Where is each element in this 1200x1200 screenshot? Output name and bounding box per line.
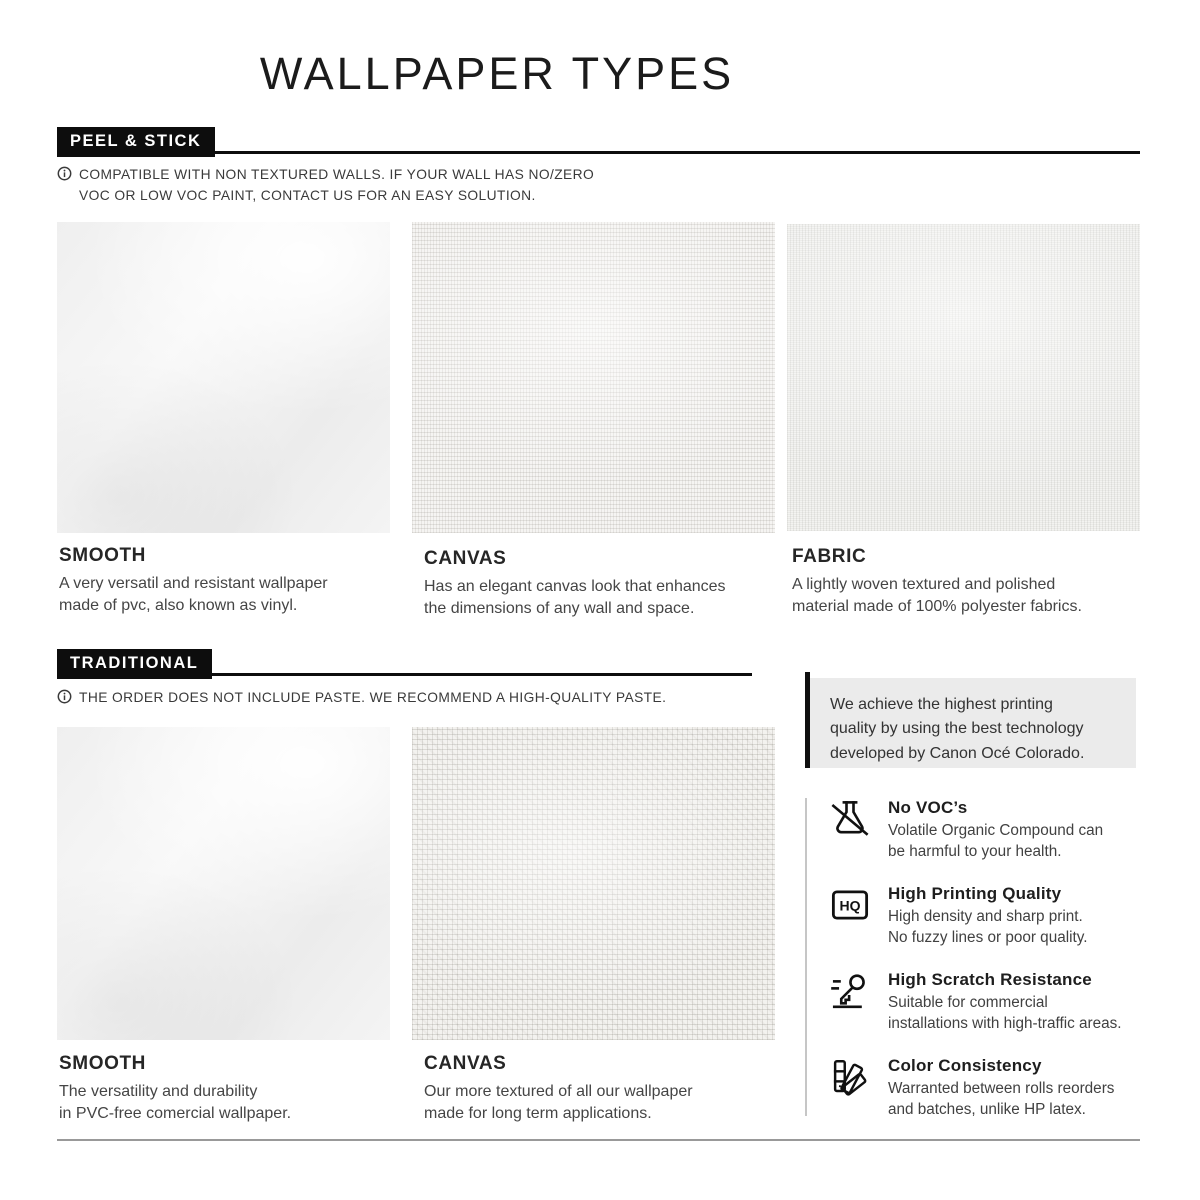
- feature-color-consistency: [828, 1056, 1140, 1121]
- smooth-traditional-swatch-image: [57, 727, 390, 1040]
- high-printing-quality-icon: [828, 884, 872, 928]
- svg-text:HQ: HQ: [839, 897, 861, 914]
- swatch-title-fabric: FABRIC: [792, 546, 867, 567]
- quality-box: We achieve the highest printing quality by using the best technology developed by Canon Océ Colorado.: [810, 678, 1136, 768]
- swatch-desc-canvas-2: Our more textured of all our wallpaper made for long term applications.: [424, 1083, 693, 1123]
- feature-color-consistency-text: Color Consistency Warranted between rolls reorders and batches, unlike HP latex.: [888, 1056, 1115, 1119]
- traditional-note-text: THE ORDER DOES NOT INCLUDE PASTE. WE RECOMMEND A HIGH-QUALITY PASTE.: [79, 690, 667, 705]
- bottom-divider: [57, 1139, 1140, 1141]
- feature-no-voc: [828, 798, 1140, 863]
- swatch-title-smooth-1: SMOOTH: [59, 545, 146, 566]
- feature-scratch-resistance-text: High Scratch Resistance Suitable for commercial installations with high-traffic areas.: [888, 970, 1122, 1033]
- section-label-peel-stick: PEEL & STICK: [57, 127, 215, 157]
- section-divider-peel-stick: [57, 151, 1140, 154]
- swatch-desc-smooth-1: A very versatil and resistant wallpaper made of pvc, also known as vinyl.: [59, 575, 328, 615]
- color-swatch-fan-icon: [828, 1056, 872, 1100]
- page-title: WALLPAPER TYPES: [259, 48, 735, 99]
- canvas-traditional-swatch-image: [412, 727, 775, 1040]
- features-panel-line: [805, 798, 807, 1116]
- feature-high-printing-quality-text: High Printing Quality High density and sharp print. No fuzzy lines or poor quality.: [888, 884, 1088, 947]
- feature-no-voc-text: No VOC’s Volatile Organic Compound can be harmful to your health.: [888, 798, 1104, 861]
- no-voc-icon: [828, 798, 872, 842]
- peel-stick-note: [57, 164, 677, 207]
- fabric-peel-stick-swatch-image: [787, 224, 1140, 531]
- swatch-desc-fabric: A lightly woven textured and polished material made of 100% polyester fabrics.: [792, 576, 1082, 616]
- swatch-title-canvas-1: CANVAS: [424, 548, 507, 569]
- info-icon: [57, 689, 72, 704]
- swatch-desc-smooth-2: The versatility and durability in PVC-free comercial wallpaper.: [59, 1083, 292, 1123]
- feature-high-printing-quality: [828, 884, 1140, 949]
- section-label-traditional: TRADITIONAL: [57, 649, 212, 679]
- traditional-note: [57, 687, 757, 708]
- section-divider-traditional: [57, 673, 752, 676]
- swatch-desc-canvas-1: Has an elegant canvas look that enhances the dimensions of any wall and space.: [424, 578, 726, 618]
- smooth-peel-stick-swatch-image: [57, 222, 390, 533]
- info-icon: [57, 166, 72, 181]
- canvas-peel-stick-swatch-image: [412, 222, 775, 533]
- feature-scratch-resistance: [828, 970, 1140, 1035]
- swatch-title-smooth-2: SMOOTH: [59, 1053, 146, 1074]
- swatch-title-canvas-2: CANVAS: [424, 1053, 507, 1074]
- scratch-resistance-key-icon: [828, 970, 872, 1014]
- peel-stick-note-text: COMPATIBLE WITH NON TEXTURED WALLS. IF YOUR WALL HAS NO/ZERO VOC OR LOW VOC PAINT, CONTACT US FOR AN EASY SOLUTION.: [79, 167, 595, 204]
